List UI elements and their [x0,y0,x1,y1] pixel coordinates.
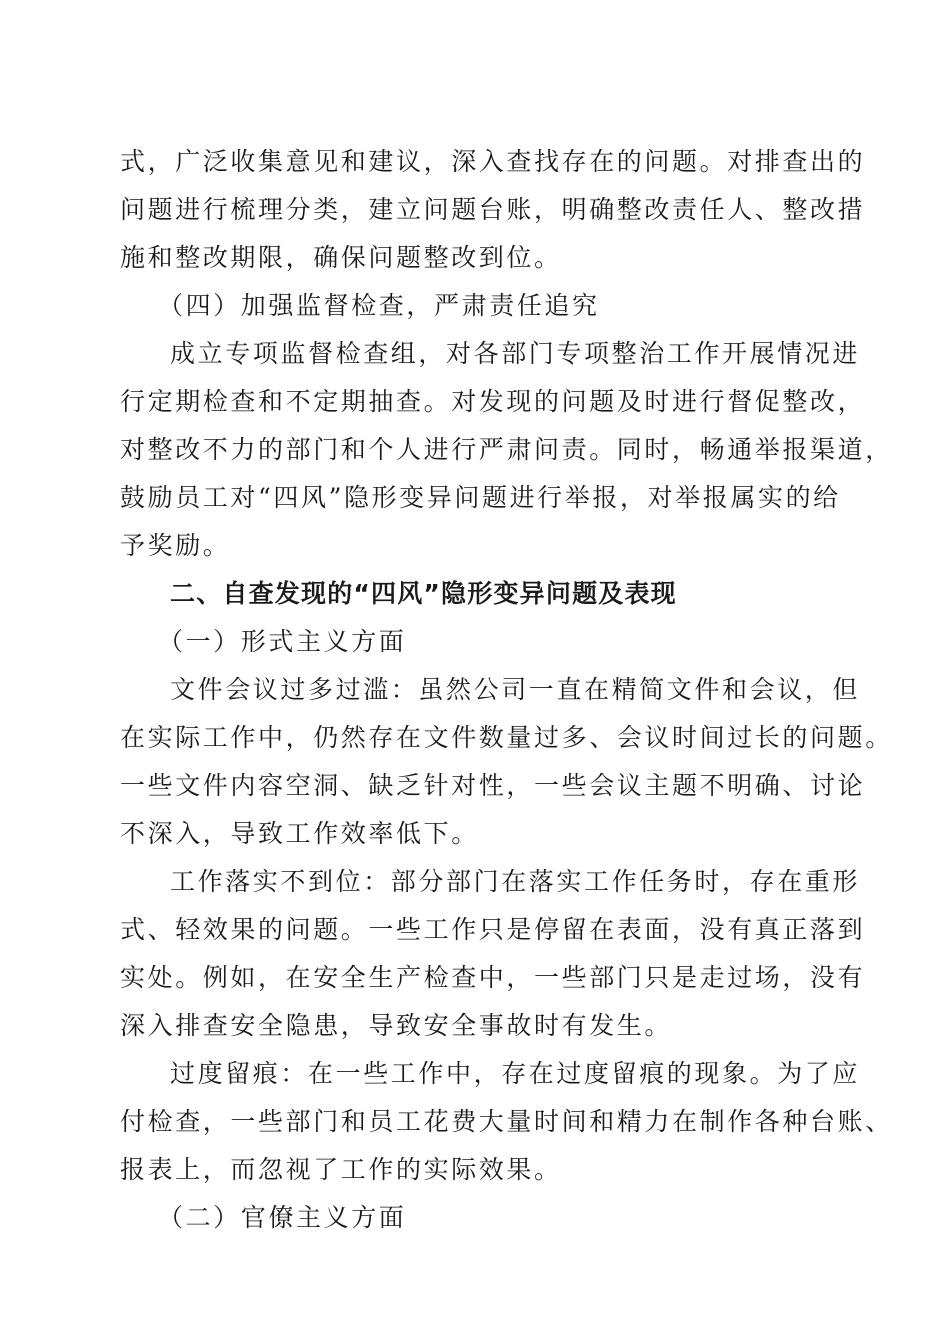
paragraph-line: 式，广泛收集意见和建议，深入查找存在的问题。对排查出的 [120,147,866,176]
paragraph-line: 予奖励。 [120,531,231,560]
paragraph-line: 成立专项监督检查组，对各部门专项整治工作开展情况进 [170,339,861,368]
paragraph-line: 付检查，一些部门和员工花费大量时间和精力在制作各种台账、 [120,1107,893,1136]
paragraph-line: 文件会议过多过滥：虽然公司一直在精简文件和会议，但 [170,675,861,704]
paragraph-line: 式、轻效果的问题。一些工作只是停留在表面，没有真正落到 [120,915,866,944]
paragraph-line: 对整改不力的部门和个人进行严肃问责。同时，畅通举报渠道， [120,435,893,464]
paragraph-line: 过度留痕：在一些工作中，存在过度留痕的现象。为了应 [170,1059,861,1088]
paragraph-line: 深入排查安全隐患，导致安全事故时有发生。 [120,1011,673,1040]
paragraph-line: 鼓励员工对“四风”隐形变异问题进行举报，对举报属实的给 [120,483,841,512]
paragraph-line: 实处。例如，在安全生产检查中，一些部门只是走过场，没有 [120,963,866,992]
section-heading: （二）官僚主义方面 [158,1203,407,1232]
section-heading: （一）形式主义方面 [158,627,407,656]
chapter-heading: 二、自查发现的“四风”隐形变异问题及表现 [170,579,677,608]
paragraph-line: 不深入，导致工作效率低下。 [120,819,479,848]
paragraph-line: 一些文件内容空洞、缺乏针对性，一些会议主题不明确、讨论 [120,771,866,800]
paragraph-line: 工作落实不到位：部分部门在落实工作任务时，存在重形 [170,867,861,896]
paragraph-line: 问题进行梳理分类，建立问题台账，明确整改责任人、整改措 [120,195,866,224]
paragraph-line: 在实际工作中，仍然存在文件数量过多、会议时间过长的问题。 [120,723,893,752]
paragraph-line: 施和整改期限，确保问题整改到位。 [120,243,562,272]
section-heading: （四）加强监督检查，严肃责任追究 [158,291,600,320]
paragraph-line: 报表上，而忽视了工作的实际效果。 [120,1155,562,1184]
paragraph-line: 行定期检查和不定期抽查。对发现的问题及时进行督促整改， [120,387,866,416]
